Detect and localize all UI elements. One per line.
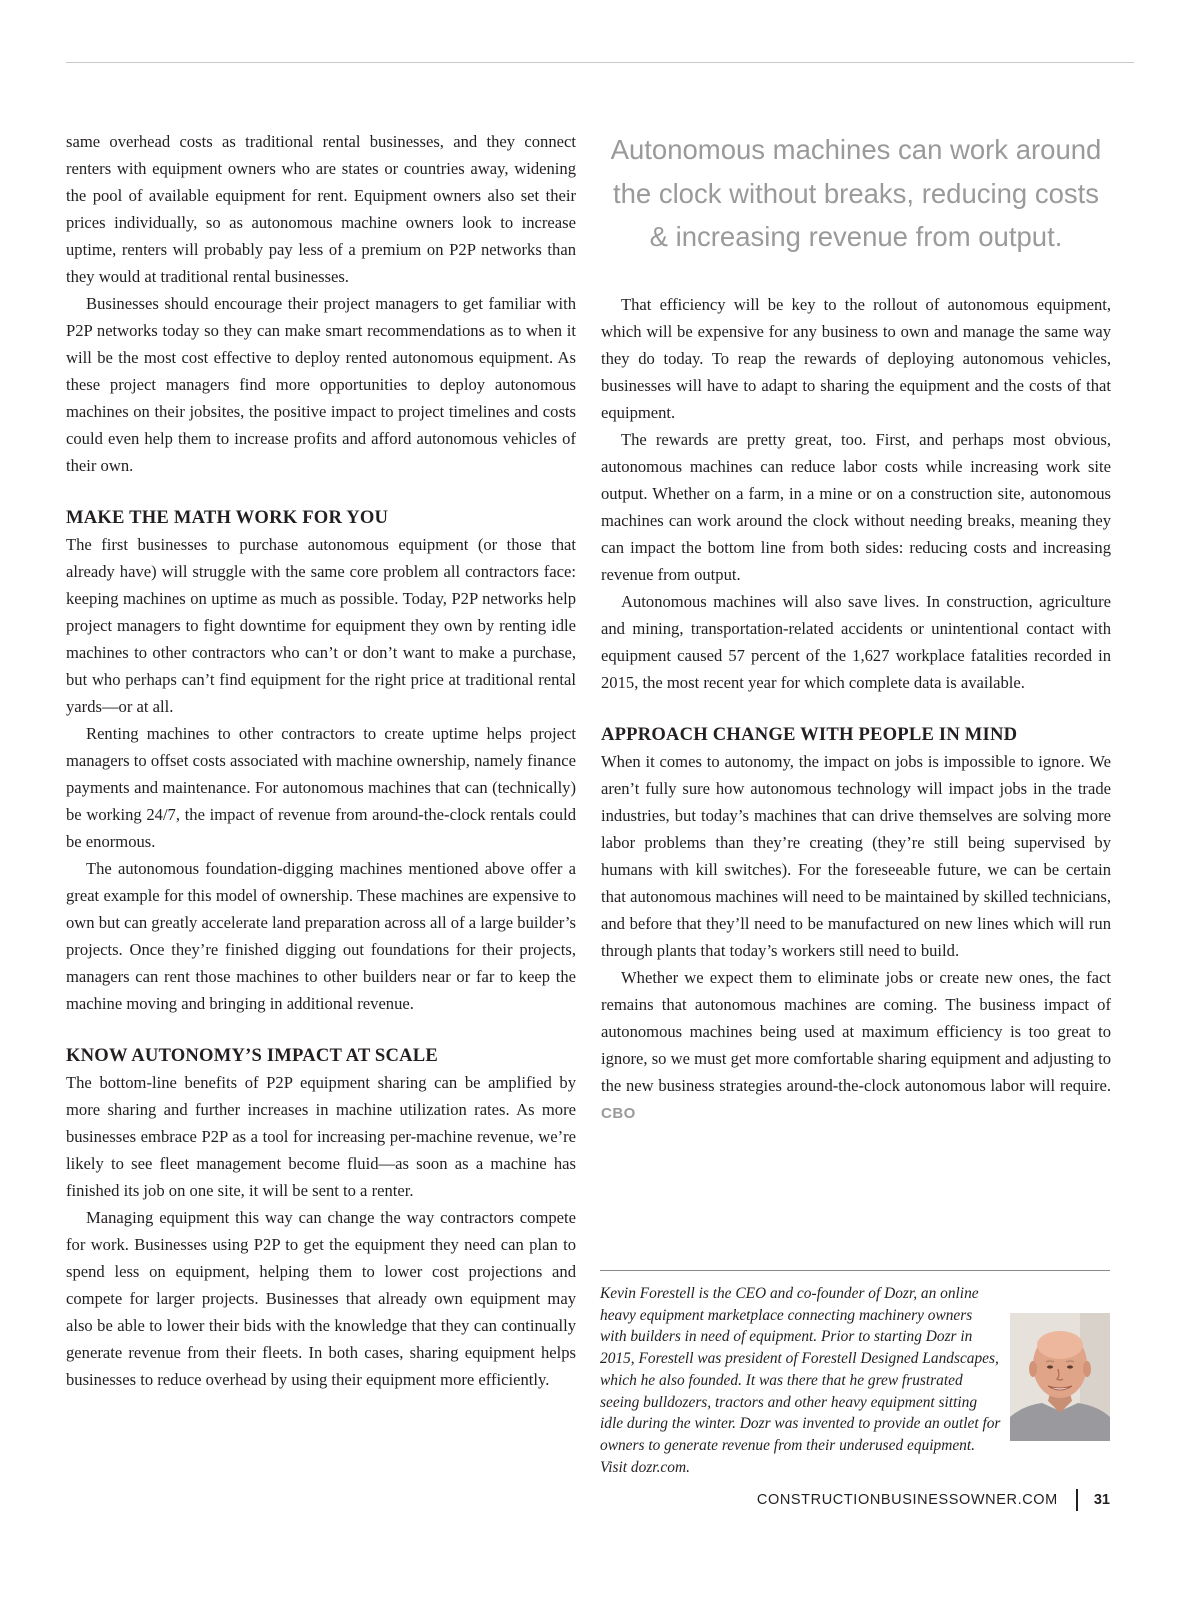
page-number: 31 [1093,1492,1110,1508]
end-mark: CBO [601,1104,636,1122]
section-heading: MAKE THE MATH WORK FOR YOU [66,507,389,528]
left-column [66,128,576,1393]
section-heading: APPROACH CHANGE WITH PEOPLE IN MIND [601,723,1018,745]
body-paragraph: The autonomous foundation-digging machines mentioned above offer a great example for this model of ownership. These machines are expensive to own but can greatly accelerate land preparation across all of a large builder’s projects. Once they’re finished digging out foundations for their projects, managers can rent those machines to other builders near or far to keep the machine moving and bringing in additional revenue. [66,859,576,1013]
body-paragraph [601,964,1111,1127]
author-bio [600,1283,1110,1476]
body-paragraph: Businesses should encourage their project managers to get familiar with P2P networks today so they can make smart recommendations as to when it will be the most cost effective to deploy rented autonomous equipment. As these project managers find more opportunities to deploy autonomous machines on their jobsites, the positive impact to project timelines and costs could even help them to increase profits and afford autonomous vehicles of their own. [66,294,576,475]
page-footer [757,1488,1110,1512]
footer-divider [1076,1489,1078,1511]
body-paragraph: The first businesses to purchase autonomous equipment (or those that already have) will struggle with the same core problem all contractors face: keeping machines on uptime as much as possible. Today, P2P networks help project managers to fight downtime for equipment they own by renting idle machines to other contractors who can’t or don’t want to make a purchase, but who perhaps can’t find equipment for the right price at traditional rental yards—or at all. [66,535,576,716]
author-bio-text: Kevin Forestell is the CEO and co-founder of Dozr, an online heavy equipment marketplace connecting machinery owners with builders in need of equipment. Prior to starting Dozr in 2015, Forestell was president of Forestell Designed Landscapes, which he also founded. It was there that he grew frustrated seeing bulldozers, tractors and other heavy equipment sitting idle during the winter. Dozr was invented to provide an outlet for owners to generate revenue from their underused equipment. Visit dozr.com. [600,1285,1001,1476]
closing-paragraph-text: Whether we expect them to eliminate jobs or create new ones, the fact remains that autonomous machines are coming. The business impact of autonomous machines being used at maximum efficiency is too great to ignore, so we must get more comfortable sharing equipment and adjusting to the new business strategies around-the-clock autonomous labor will require. [601,967,1111,1095]
bio-divider [600,1270,1110,1271]
body-paragraph: When it comes to autonomy, the impact on jobs is impossible to ignore. We aren’t fully sure how autonomous technology will impact jobs in the trade industries, but today’s machines that can drive themselves are solving more labor problems than they’re creating (they’re still being supervised by humans with kill switches). For the foreseeable future, we can be certain that autonomous machines will need to be maintained by skilled technicians, and before that they’ll need to be manufactured on new lines which will run through plants that today’s workers still need to build. [601,751,1111,960]
body-paragraph: Managing equipment this way can change the way contractors compete for work. Businesses using P2P to get the equipment they need can plan to spend less on equipment, helping them to lower cost projections and compete for larger projects. Businesses that already own equipment may also be able to lower their bids with the knowledge that they can continually generate revenue from their fleets. In both cases, sharing equipment helps businesses to reduce overhead by using their equipment more efficiently. [66,1208,576,1389]
footer-website: CONSTRUCTIONBUSINESSOWNER.COM [756,1492,1058,1508]
body-paragraph: That efficiency will be key to the rollout of autonomous equipment, which will be expensive for any business to own and manage the same way they do today. To reap the rewards of deploying autonomous vehicles, businesses will have to adapt to sharing the equipment and the costs of that equipment. [601,294,1111,422]
author-portrait-image [1010,1313,1110,1441]
body-paragraph: The rewards are pretty great, too. First, and perhaps most obvious, autonomous machines can reduce labor costs while increasing work site output. Whether on a farm, in a mine or on a construction site, autonomous machines can work around the clock without needing breaks, meaning they can impact the bottom line from both sides: reducing costs and increasing revenue from output. [601,429,1111,584]
body-paragraph: The bottom-line benefits of P2P equipment sharing can be amplified by more sharing and further increases in machine utilization rates. As more businesses embrace P2P as a tool for increasing per-machine revenue, we’re likely to see fleet management become fluid—as soon as a machine has finished its job on one site, it will be sent to a renter. [66,1073,576,1200]
body-paragraph: same overhead costs as traditional rental businesses, and they connect renters with equipment owners who are states or countries away, widening the pool of available equipment for rent. Equipment owners also set their prices individually, so as autonomous machine owners look to increase uptime, renters will probably pay less of a premium on P2P networks than they would at traditional rental businesses. [66,132,576,286]
pull-quote: Autonomous machines can work around the clock without breaks, reducing costs & increasing revenue from output. [610,134,1102,252]
section-heading: KNOW AUTONOMY’S IMPACT AT SCALE [66,1045,438,1066]
header-rule [66,62,1134,63]
body-paragraph: Autonomous machines will also save lives. In construction, agriculture and mining, transportation-related accidents or unintentional contact with equipment caused 57 percent of the 1,627 workplace fatalities recorded in 2015, the most recent year for which complete data is available. [601,591,1111,692]
body-paragraph: Renting machines to other contractors to create uptime helps project managers to offset costs associated with machine ownership, namely finance payments and maintenance. For autonomous machines that can (technically) be working 24/7, the impact of revenue from around-the-clock rentals could be enormous. [66,724,576,851]
right-column [601,128,1111,1127]
author-photo [1010,1313,1110,1441]
